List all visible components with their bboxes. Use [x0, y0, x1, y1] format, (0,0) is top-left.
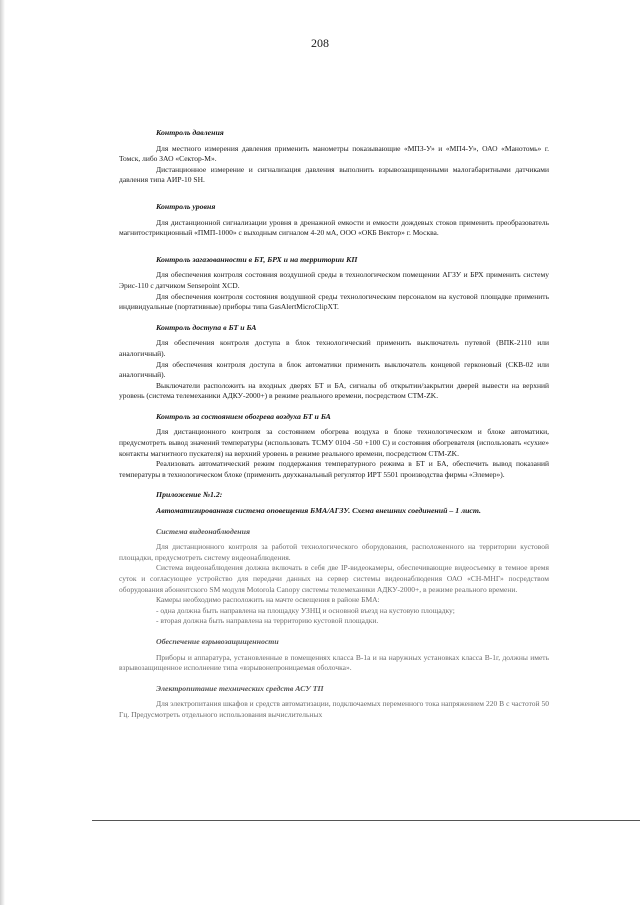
paragraph: Для местного измерения давления применить манометры показывающие «МПЗ-У» и «МП4-У», ОАО «Манотомь» г. Томск, либо ЗАО «Сектор-М».: [119, 143, 549, 164]
scan-edge: [0, 0, 5, 905]
paragraph: Камеры необходимо расположить на мачте освещения в районе БМА:: [156, 595, 380, 605]
section-heading: Электропитание технических средств АСУ ТП: [156, 683, 324, 693]
section-level-control: [119, 202, 549, 239]
section-heading: Контроль уровня: [156, 201, 216, 211]
paragraph: Дистанционное измерение и сигнализация давления выполнить взрывозащищенными малогабаритными датчиками давления типа АИР-10 SH.: [119, 164, 549, 185]
faded-scan-region: [119, 527, 549, 721]
paragraph: Для обеспечения контроля состояния воздушной среды в технологическом помещении АГЗУ и БРХ применить систему Эрис-110 с датчиком Sensepoint XCD.: [119, 270, 549, 290]
section-heating-control: [119, 412, 549, 481]
paragraph: Для обеспечения контроля доступа в блок автоматики применить выключатель концевой герконовый (СКВ-02 или аналогичный).: [119, 359, 549, 380]
page-bottom-rule: [92, 820, 640, 821]
paragraph: Для дистанционной сигнализации уровня в дренажной емкости и емкости дождевых стоков применить преобразователь магнитострикционный «ПМП-1000» с выходным сигналом 4-20 мА, ООО «ОКБ Вектор» г. Москва.: [119, 217, 549, 238]
section-heading: Контроль давления: [156, 128, 224, 137]
section-appendix: [119, 490, 549, 516]
paragraph: Приборы и аппаратура, установленные в помещениях класса В-1а и на наружных установках класса В-1г, должны иметь взрывозащищенное исполнение типа «взрывонепроницаемая оболочка».: [119, 652, 549, 673]
paragraph: Реализовать автоматический режим поддержания температурного режима в БТ и БА, обеспечить вывод показаний температуры в технологическом блоке (применить двухканальный регулятор ИРТ 5501 производства фирмы «Элемер»).: [119, 459, 549, 479]
paragraph: Для дистанционного контроля за состоянием обогрева воздуха в блоке технологическом и блоке автоматики, предусмотреть вывод значений температуры (использовать ТСМУ 0104 -50 +100 С) и состояния обогревателя (использовать «сухие» контакты магнитного пускателя) на верхний уровень в режиме реального времени, посредством СТМ-ZK.: [119, 427, 549, 458]
list-item: - вторая должна быть направлена на территорию кустовой площадки.: [156, 616, 379, 626]
page-number: 208: [311, 36, 329, 50]
paragraph: Для обеспечения контроля состояния воздушной среды технологическим персоналом на кустовой площадке применить индивидуальные (портативные) приборы типа GasAlertMicroClipXT.: [119, 291, 549, 312]
paragraph: Для электропитания шкафов и средств автоматизации, подключаемых переменного тока напряжением 220 В с частотой 50 Гц. Предусмотреть отдельного использования вычислительных: [119, 699, 549, 719]
section-heading: Система видеонаблюдения: [156, 526, 250, 536]
paragraph: Система видеонаблюдения должна включать в себя две IP-видеокамеры, обеспечивающие видеосъемку в темное время суток и согласующее устройство для передачи данных на сервер системы видеонаблюдения ОАО «СН-МНГ» посредством оборудования абонентского SM модуля Motorola Canopy системы телемеханики АДКУ-2000+, в режиме реального времени.: [119, 563, 549, 594]
document-body: [119, 128, 549, 731]
section-power-supply: [119, 684, 549, 721]
section-access-control: [119, 323, 549, 402]
section-heading: Контроль загазованности в БТ, БРХ и на территории КП: [156, 254, 358, 264]
list-item: - одна должна быть направлена на площадку УЗНЦ и основной въезд на кустовую площадку;: [156, 605, 455, 615]
section-heading: Приложение №1.2:: [156, 490, 223, 500]
section-pressure-control: [119, 128, 549, 186]
appendix-title: Автоматизированная система оповещения БМА/АГЗУ. Схема внешних соединений – 1 лист.: [156, 506, 481, 516]
section-video-surveillance: [119, 527, 549, 627]
section-heading: Контроль за состоянием обогрева воздуха БТ и БА: [156, 411, 331, 421]
section-explosion-protection: [119, 637, 549, 674]
paragraph: Для обеспечения контроля доступа в блок технологический применить выключатель путевой (ВПК-2110 или аналогичный).: [119, 338, 549, 358]
section-heading: Обеспечение взрывозащищенности: [156, 636, 279, 646]
paragraph: Выключатели расположить на входных дверях БТ и БА, сигналы об открытии/закрытии дверей вывести на верхний уровень (система телемеханики АДКУ-2000+) в режиме реального времени, посредством СТМ-ZK.: [119, 380, 549, 401]
paragraph: Для дистанционного контроля за работой технологического оборудования, расположенного на территории кустовой площадки, предусмотреть систему видеонаблюдения.: [119, 542, 549, 562]
section-heading: Контроль доступа в БТ и БА: [156, 322, 257, 332]
section-gas-control: [119, 255, 549, 313]
